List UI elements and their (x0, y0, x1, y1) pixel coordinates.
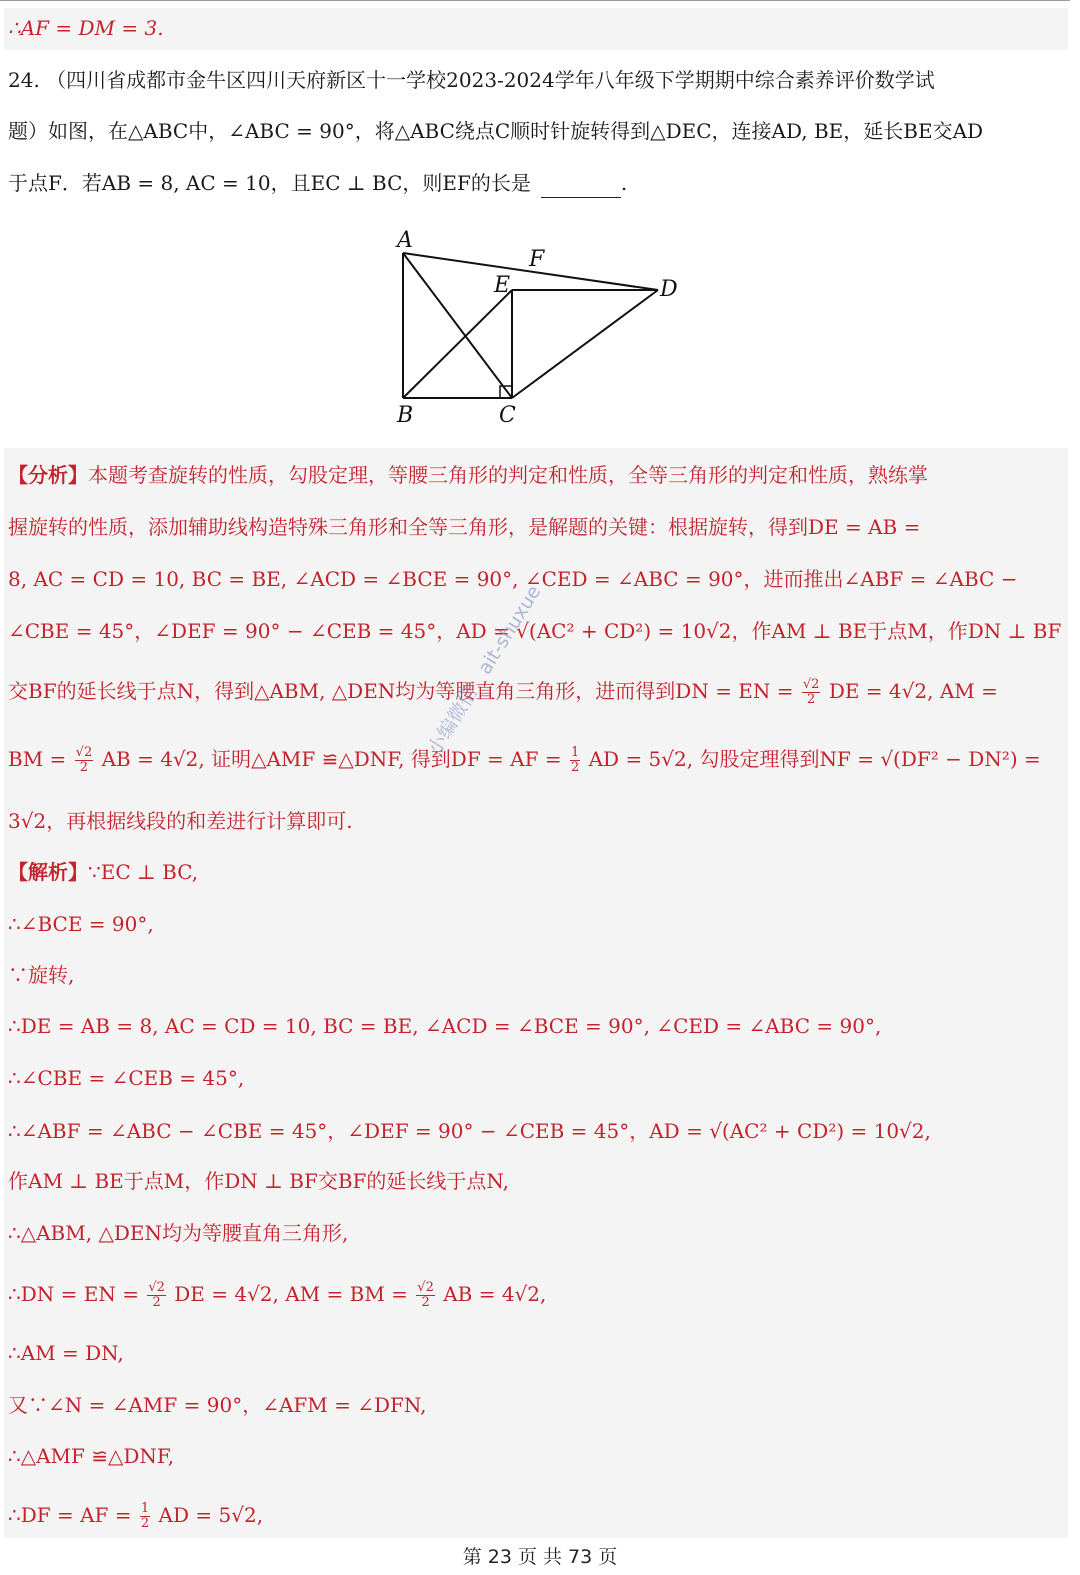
question-line-3-end: . (620, 171, 628, 195)
solution-line-2: ∴∠BCE = 90°, (8, 912, 154, 936)
solution-line-13 (8, 1500, 263, 1531)
label-D: D (660, 277, 678, 302)
question-line-3-text: 于点F．若AB = 8, AC = 10，且EC ⊥ BC，则EF的长是 (8, 171, 531, 195)
analysis-line-2: 握旋转的性质，添加辅助线构造特殊三角形和全等三角形，是解题的关键：根据旋转，得到DE = AB = (8, 515, 921, 539)
solution-line-11: 又∵∠N = ∠AMF = 90°，∠AFM = ∠DFN, (8, 1393, 427, 1417)
frac-den: 2 (140, 1516, 150, 1531)
frac-num: 1 (570, 745, 580, 760)
solution-line-3: ∵旋转, (8, 963, 75, 987)
solution-line-1-text: ∵EC ⊥ BC, (88, 860, 199, 884)
solution-line-9b: DE = 4√2, AM = BM = (174, 1282, 408, 1306)
analysis-line-6b: AB = 4√2, 证明△AMF ≌△DNF, 得到DF = AF = (101, 747, 562, 771)
solution-line-12: ∴△AMF ≌△DNF, (8, 1444, 175, 1468)
question-line-2: 题）如图，在△ABC中，∠ABC = 90°，将△ABC绕点C顺时针旋转得到△DEC，连接AD, BE，延长BE交AD (8, 119, 984, 143)
label-B: B (397, 403, 414, 428)
page-footer: 第 23 页 共 73 页 (462, 1546, 618, 1568)
solution-line-1 (8, 857, 198, 887)
analysis-line-3: 8, AC = CD = 10, BC = BE, ∠ACD = ∠BCE = 90°, ∠CED = ∠ABC = 90°，进而推出∠ABF = ∠ABC − (8, 567, 1018, 591)
analysis-line-1 (8, 460, 928, 490)
frac-num: √2 (417, 1280, 434, 1295)
solution-line-13b: AD = 5√2, (158, 1503, 264, 1527)
fraction-one-half (570, 746, 580, 775)
solution-line-10: ∴AM = DN, (8, 1341, 124, 1365)
analysis-line-7: 3√2，再根据线段的和差进行计算即可. (8, 809, 353, 833)
solution-tag: 【解析】 (8, 860, 88, 884)
solution-line-13a: ∴DF = AF = (8, 1503, 132, 1527)
solution-line-4: ∴DE = AB = 8, AC = CD = 10, BC = BE, ∠ACD = ∠BCE = 90°, ∠CED = ∠ABC = 90°, (8, 1014, 882, 1038)
prev-conclusion: ∴AF = DM = 3. (8, 16, 164, 40)
question-line-1: 24. （四川省成都市金牛区四川天府新区十一学校2023-2024学年八年级下学期期中综合素养评价数学试 (8, 68, 935, 92)
label-E: E (494, 273, 511, 298)
label-A: A (397, 228, 413, 253)
analysis-tag: 【分析】 (8, 463, 88, 487)
label-F: F (529, 247, 545, 272)
analysis-line-5b: DE = 4√2, AM = (828, 679, 998, 703)
label-C: C (499, 403, 516, 428)
solution-line-6: ∴∠ABF = ∠ABC − ∠CBE = 45°，∠DEF = 90° − ∠CEB = 45°，AD = √(AC² + CD²) = 10√2, (8, 1119, 931, 1143)
shaded-block-solution (4, 448, 1068, 1538)
question-line-3 (8, 168, 627, 198)
analysis-line-4: ∠CBE = 45°，∠DEF = 90° − ∠CEB = 45°，AD = √(AC² + CD²) = 10√2，作AM ⊥ BE于点M，作DN ⊥ BF (8, 619, 1062, 643)
analysis-line-6 (8, 744, 1041, 775)
analysis-line-6a: BM = (8, 747, 67, 771)
frac-num: √2 (148, 1280, 165, 1295)
solution-line-9 (8, 1279, 546, 1310)
solution-line-5: ∴∠CBE = ∠CEB = 45°, (8, 1066, 245, 1090)
fraction-sqrt2-over-2 (147, 1281, 166, 1310)
top-rule (0, 0, 1070, 1)
frac-den: 2 (570, 760, 580, 775)
solution-line-7: 作AM ⊥ BE于点M，作DN ⊥ BF交BF的延长线于点N, (8, 1169, 510, 1193)
frac-den: 2 (421, 1295, 430, 1310)
analysis-line-1-text: 本题考查旋转的性质，勾股定理，等腰三角形的判定和性质，全等三角形的判定和性质，熟练掌 (88, 463, 928, 487)
fraction-sqrt2-over-2 (416, 1281, 435, 1310)
analysis-line-5 (8, 676, 998, 707)
solution-line-9c: AB = 4√2, (443, 1282, 547, 1306)
frac-den: 2 (807, 692, 816, 707)
fraction-sqrt2-over-2 (802, 678, 821, 707)
shaded-block-top (4, 8, 1068, 50)
answer-blank (541, 177, 621, 198)
frac-num: √2 (75, 745, 93, 760)
geometry-figure (360, 222, 720, 434)
frac-den: 2 (152, 1295, 161, 1310)
analysis-line-6c: AD = 5√2, 勾股定理得到NF = √(DF² − DN²) = (588, 747, 1041, 771)
frac-num: 1 (140, 1501, 150, 1516)
frac-den: 2 (79, 760, 89, 775)
analysis-line-5a: 交BF的延长线于点N，得到△ABM, △DEN均为等腰直角三角形，进而得到DN = EN = (8, 679, 794, 703)
solution-line-8: ∴△ABM, △DEN均为等腰直角三角形, (8, 1221, 349, 1245)
frac-num: √2 (802, 677, 820, 692)
fraction-one-half (140, 1502, 150, 1531)
watermark: 小编微信：ait-shuxue (423, 581, 546, 759)
solution-line-9a: ∴DN = EN = (8, 1282, 139, 1306)
fraction-sqrt2-over-2 (75, 746, 94, 775)
